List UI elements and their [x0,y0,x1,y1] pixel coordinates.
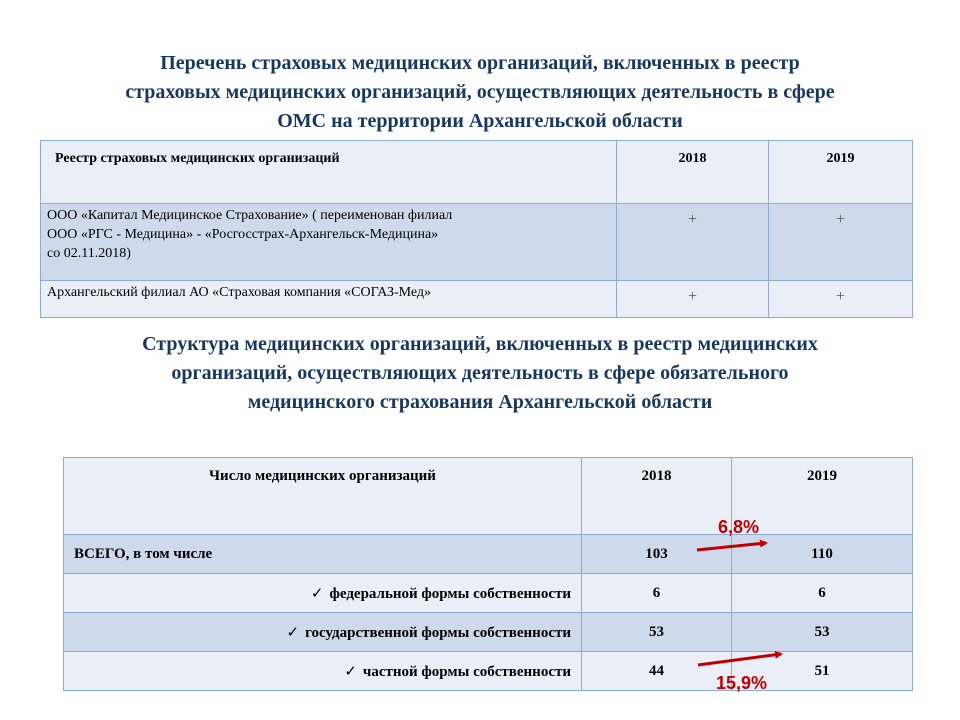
structure-title-line3: медицинского страхования Архангельской области [247,391,713,413]
org-count-header: Число медицинских организаций [64,458,582,535]
plus-mark-2019: + [769,204,913,281]
row-label: государственной формы собственности [305,624,571,641]
value-2019: 6 [732,574,913,613]
value-2018: 53 [582,613,732,652]
value-2019: 110 [732,535,913,574]
value-2019: 51 [732,652,913,691]
checkmark-icon: ✓ [286,622,300,641]
row-label: федеральной формы собственности [329,585,571,602]
org-name-line: Архангельский филиал АО «Страховая компания «СОГАЗ-Мед» [47,285,432,300]
plus-mark-2018: + [617,281,769,318]
year-2018-header: 2018 [617,141,769,204]
growth-total-label: 6,8% [718,517,760,537]
checkmark-icon: ✓ [344,661,357,680]
org-name-line: ООО «Капитал Медицинское Страхование» ( переименован филиал [47,208,453,223]
row-label: частной формы собственности [362,663,571,680]
registry-header-cell: Реестр страховых медицинских организаций [41,141,617,204]
growth-arrow-private [698,654,781,665]
growth-private-label: 15,9% [716,673,768,693]
org-name-line: ООО «РГС - Медицина» - «Росгосстрах-Архангельск-Медицина» [47,227,439,242]
checkmark-icon: ✓ [310,583,324,602]
value-2018: 44 [582,652,732,691]
registry-title-line3: ОМС на территории Архангельской области [277,110,683,132]
year-2019-header: 2019 [769,141,913,204]
plus-mark-2018: + [617,204,769,281]
registry-title-line1: Перечень страховых медицинских организаций, включенных в реестр [160,52,800,74]
growth-arrow-total [697,543,766,550]
value-2018: 103 [582,535,732,574]
org-name-line: со 02.11.2018) [47,246,131,261]
value-2018: 6 [582,574,732,613]
structure-title-line1: Структура медицинских организаций, включенных в реестр медицинских [142,333,818,355]
row-label: ВСЕГО, в том числе [64,535,582,574]
year-2019-header: 2019 [732,458,913,535]
registry-title-line2: страховых медицинских организаций, осуществляющих деятельность в сфере [125,81,835,103]
value-2019: 53 [732,613,913,652]
plus-mark-2019: + [769,281,913,318]
structure-title-line2: организаций, осуществляющих деятельность в сфере обязательного [171,362,789,384]
year-2018-header: 2018 [582,458,732,535]
